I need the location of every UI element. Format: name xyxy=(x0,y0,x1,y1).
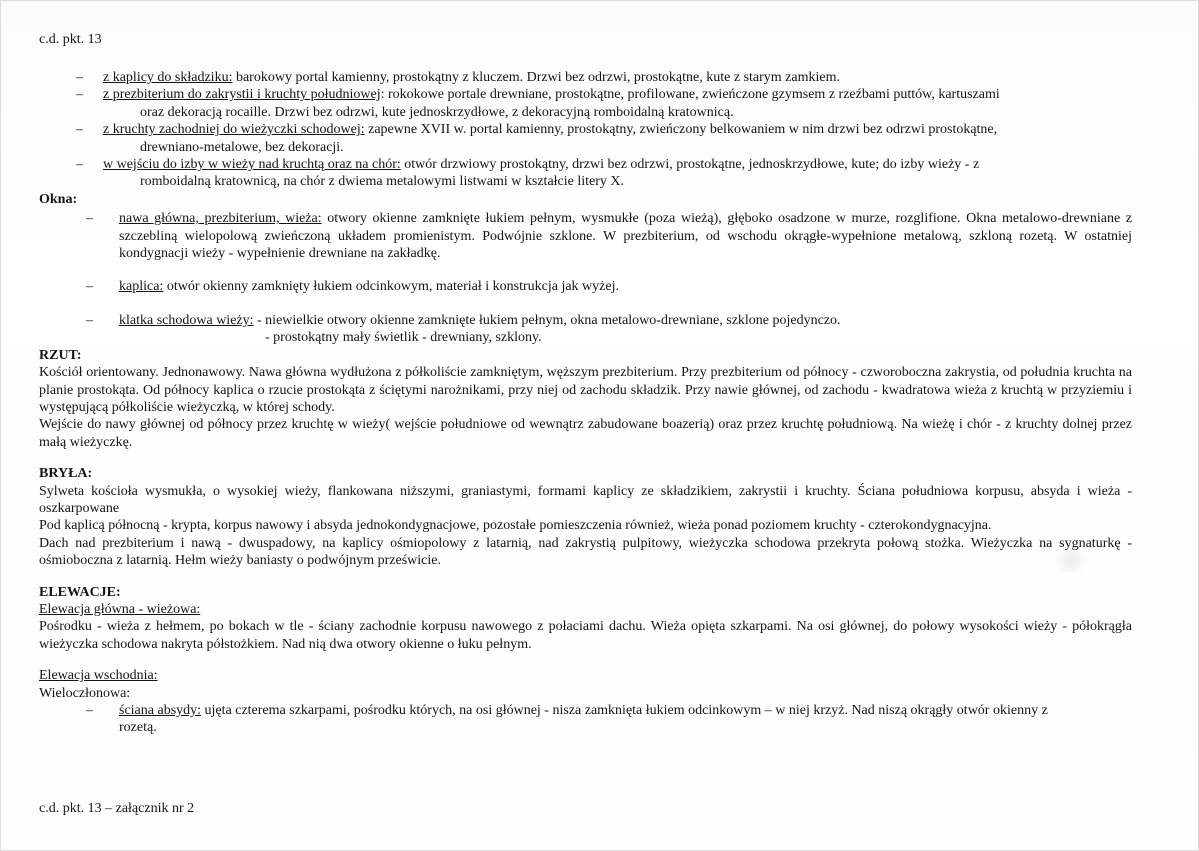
door-item-2 xyxy=(39,86,1132,121)
window-item-1-heading: nawa główna, prezbiterium, wieża: xyxy=(119,211,322,227)
window-item-3-text: - niewielkie otwory okienne zamknięte łukiem pełnym, okna metalowo-drewniane, szklone pojedynczo. xyxy=(253,312,841,328)
door-item-2-heading: z prezbiterium do zakrystii i kruchty południowej xyxy=(103,87,381,103)
door-item-4-continuation: romboidalną kratownicą, na chór z dwiema metalowymi listwami w kształcie litery X. xyxy=(140,174,625,190)
bullet-dash: – xyxy=(76,122,83,138)
window-item-1 xyxy=(39,210,1132,262)
window-item-2 xyxy=(39,278,1132,295)
door-item-2-text: : rokokowe portale drewniane, prostokątne, profilowane, zwieńczone gzymsem z rzeźbami puttów, kartuszami xyxy=(380,87,1000,103)
plan-paragraph-1: Kościół orientowany. Jednonawowy. Nawa główna wydłużona z półkoliście zamkniętym, węższym prezbiterium. Przy prezbiterium od północy - czworoboczna zakrystia, od południa kruchta na planie prostokąta. Od północy kaplica o rzucie prostokąta z ściętymi narożnikami, przy niej od zachodu składzik. Przy nawie głównej, od zachodu - kwadratowa wieża z kruchtą w przyziemiu i występującą półkoliście wieżyczką, w której schody. xyxy=(39,365,1132,415)
apse-wall-continuation: rozetą. xyxy=(119,720,157,736)
apse-wall-text: ujęta czterema szkarpami, pośrodku których, na osi głównej - nisza zamknięta łukiem odcinkowym – w niej krzyż. Nad niszą okrągły otwór okienny z xyxy=(201,703,1048,718)
window-item-3-continuation: - prostokątny mały świetlik - drewniany, szklony. xyxy=(265,330,542,346)
page-footer: c.d. pkt. 13 – załącznik nr 2 xyxy=(39,801,195,816)
bullet-dash: – xyxy=(76,157,83,173)
bullet-dash: – xyxy=(86,312,93,328)
door-item-1 xyxy=(39,69,1132,86)
elevations-section-title: ELEWACJE: xyxy=(39,584,121,600)
window-item-2-text: otwór okienny zamknięty łukiem odcinkowym, materiał i konstrukcja jak wyżej. xyxy=(163,279,619,295)
document-body xyxy=(39,69,1132,737)
door-item-3-continuation: drewniano-metalowe, bez dekoracji. xyxy=(140,139,344,155)
door-item-1-text: barokowy portal kamienny, prostokątny z kluczem. Drzwi bez odrzwi, prostokątne, kute z starym zamkiem. xyxy=(232,70,840,85)
main-elevation-text: Pośrodku - wieża z hełmem, po bokach w tle - ściany zachodnie korpusu nawowego z połaciami dachu. Wieża opięta szkarpami. Na osi głównej, do połowy wysokości wieży - półokrągła wieżyczka schodowa nakryta półstożkiem. Nad nią dwa otwory okienne o łuku pełnym. xyxy=(39,619,1132,652)
apse-wall-heading: ściana absydy: xyxy=(119,703,202,718)
window-item-1-text: otwory okienne zamknięte łukiem pełnym, wysmukłe (poza wieżą), głęboko osadzone w murze, rozglifione. Okna metalowo-drewniane z szczebliną wielopolową zwieńczoną układem promienistym. Podwójnie szklone. W prezbiterium, od wschodu okrągłe-wypełnione metalową, szkloną rozetą. W ostatniej kondygnacji wieży - wypełnienie drewniane na zakładkę. xyxy=(119,211,1132,262)
east-elevation-heading: Elewacja wschodnia: xyxy=(39,668,158,684)
apse-wall-item xyxy=(39,702,1132,737)
door-item-4-heading: w wejściu do izby w wieży nad kruchtą oraz na chór: xyxy=(103,157,401,173)
windows-section-title: Okna: xyxy=(39,191,78,207)
scan-smudge xyxy=(1051,550,1091,572)
massing-paragraph-2: Pod kaplicą północną - krypta, korpus nawowy i absyda jednokondygnacjowe, pozostałe pomieszczenia również, wieża ponad poziomem kruchty - czterokondygnacyjna. xyxy=(39,518,992,534)
bullet-dash: – xyxy=(86,703,93,718)
door-item-1-heading: z kaplicy do składziku: xyxy=(103,70,233,85)
main-elevation-heading: Elewacja główna - wieżowa: xyxy=(39,601,201,617)
door-item-3-text: zapewne XVII w. portal kamienny, prostokątny, zwieńczony belkowaniem w nim drzwi bez odrzwi prostokątne, xyxy=(364,122,998,138)
window-item-2-heading: kaplica: xyxy=(119,279,164,295)
bullet-dash: – xyxy=(86,211,93,227)
window-item-3-heading: klatka schodowa wieży: xyxy=(119,312,254,328)
massing-paragraph-1: Sylweta kościoła wysmukła, o wysokiej wieży, flankowana niższymi, graniastymi, formami kaplicy ze składzikiem, zakrystii i kruchty. Ściana południowa korpusu, absyda i wieża - oszkarpowane xyxy=(39,483,1132,516)
page-header: c.d. pkt. 13 xyxy=(39,32,102,47)
bullet-dash: – xyxy=(76,87,83,103)
door-item-3 xyxy=(39,121,1132,156)
east-elevation-intro: Wieloczłonowa: xyxy=(39,685,131,701)
massing-paragraph-3: Dach nad prezbiterium i nawą - dwuspadowy, na kaplicy ośmiopolowy z latarnią, nad zakrystią pulpitowy, wieżyczka schodowa przekryta połową stożka. Wieżyczka na sygnaturkę - ośmioboczna z latarnią. Hełm wieży baniasty o podwójnym prześwicie. xyxy=(39,535,1132,569)
bullet-dash: – xyxy=(76,70,83,85)
plan-section-title: RZUT: xyxy=(39,347,82,363)
door-item-4-text: otwór drzwiowy prostokątny, drzwi bez odrzwi, prostokątne, jednoskrzydłowe, kute; do izby wieży - z xyxy=(400,157,980,173)
plan-paragraph-2: Wejście do nawy głównej od północy przez kruchtę w wieży( wejście południowe od wewnątrz zabudowane boazerią) oraz przez kruchtę południową. Na wieżę i chór - z kruchty dolnej przez małą wieżyczkę. xyxy=(39,417,1132,450)
door-item-4 xyxy=(39,156,1132,191)
massing-section-title: BRYŁA: xyxy=(39,466,93,482)
window-item-3 xyxy=(39,312,1132,347)
door-item-2-continuation: oraz dekoracją rocaille. Drzwi bez odrzwi, kute jednoskrzydłowe, z dekoracyjną romboidalną kratownicą. xyxy=(140,104,734,120)
door-item-3-heading: z kruchty zachodniej do wieżyczki schodowej: xyxy=(103,122,365,138)
bullet-dash: – xyxy=(86,279,93,295)
